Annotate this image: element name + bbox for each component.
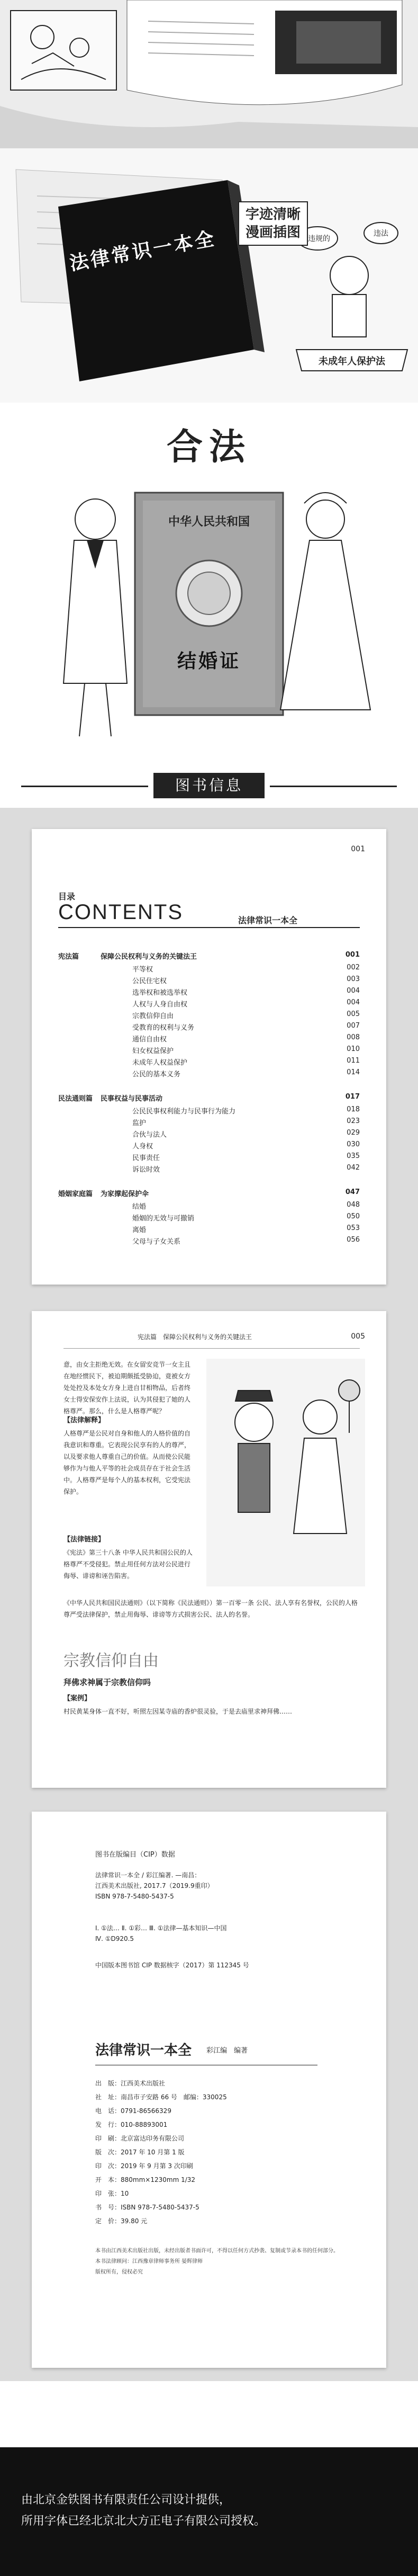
- open-book-illustration: [0, 0, 418, 148]
- toc-item-title: 离婚: [132, 1226, 147, 1234]
- toc-item-page: 008: [347, 1033, 360, 1041]
- toc-item-row: [132, 1129, 360, 1139]
- toc-chapter-name: 为家撑起保护伞: [101, 1190, 149, 1198]
- toc-page-number: 001: [351, 845, 365, 853]
- toc-item-title: 通信自由权: [132, 1036, 167, 1044]
- toc-item-page: 010: [347, 1045, 360, 1053]
- toc-item-row: [132, 987, 360, 997]
- toc-item-row: [132, 975, 360, 985]
- content-page-header: 宪法篇 保障公民权利与义务的关键法王: [138, 1333, 252, 1341]
- speech-bubble-2: 违法: [374, 229, 388, 238]
- toc-item-title: 妇女权益保护: [132, 1047, 174, 1055]
- cip-line-2: 江西美术出版社, 2017.7（2019.9重印）: [95, 1882, 214, 1889]
- cip-book-title: 法律常识一本全: [95, 2043, 192, 2058]
- feature-tag: [238, 201, 308, 246]
- law-interpretation-body: 人格尊严是公民对自身和他人的人格价值的自我意识和尊重。它表现公民享有的人的尊严，以及要求他人尊重自己的价值。从而使公民能够作为与他人平等的社会成员存在于社会生活中。人格尊严是每个人的基本权利，它受宪法保护。: [63, 1430, 191, 1495]
- toc-item-title: 公民的基本义务: [132, 1071, 181, 1078]
- cip-note-1: 本书由江西美术出版社出版，未经出版者书面许可，不得以任何方式抄袭、复制或节录本书的任何部分。: [95, 2248, 339, 2254]
- cip-note-2: 本书法律顾问：江西豫章律师事务所 晏辉律师: [95, 2259, 203, 2265]
- toc-item-page: 011: [347, 1057, 360, 1065]
- toc-rule: [58, 927, 360, 928]
- toc-chapter-title: [58, 951, 197, 961]
- cip-detail-line: 开 本：880mm×1230mm 1/32: [95, 2176, 196, 2183]
- toc-item-page: 050: [347, 1213, 360, 1220]
- banner-open-book: [0, 0, 418, 148]
- case-title: 拜佛求神属于宗教信仰吗: [63, 1678, 151, 1687]
- toc-item-row: [132, 1045, 360, 1055]
- cip-detail-line: 印 张：10: [95, 2190, 129, 2197]
- content-page-number: 005: [351, 1332, 365, 1341]
- cip-line-1: 法律常识一本全 / 彩江编著. —南昌：: [95, 1871, 201, 1879]
- banner-book-cover: [0, 148, 418, 403]
- content-header-rule: [63, 1348, 360, 1349]
- toc-item-title: 未成年人权益保护: [132, 1059, 188, 1067]
- toc-item-page: 003: [347, 975, 360, 983]
- toc-item-title: 选举权和被选举权: [132, 989, 188, 997]
- toc-item-title: 结婚: [132, 1203, 147, 1211]
- cip-details: [95, 2076, 227, 2228]
- case-body: 村民黄某身体一直不好，听照左因某寺庙的香炉很灵验，于是去庙里求神拜佛……: [63, 1708, 293, 1715]
- toc-item-row: [132, 1010, 360, 1020]
- toc-item-row: [132, 964, 360, 974]
- cip-detail-line: 发 行：010-88893001: [95, 2121, 168, 2128]
- cip-notes: [95, 2246, 339, 2278]
- cip-note-3: 版权所有，侵权必究: [95, 2269, 143, 2275]
- toc-item-row: [132, 1022, 360, 1032]
- content-page-card: [32, 1311, 386, 1788]
- toc-item-page: 018: [347, 1106, 360, 1113]
- toc-item-page: 004: [347, 987, 360, 995]
- copyright-footer: [0, 2447, 418, 2576]
- toc-chapter-title: [58, 1093, 162, 1103]
- comic-illustration: [206, 1359, 365, 1586]
- toc-chapter-part: 婚姻家庭篇: [58, 1190, 93, 1198]
- cip-isbn: ISBN 978-7-5480-5437-5: [95, 1893, 174, 1900]
- toc-item-row: [132, 1224, 360, 1234]
- law-link-title: 【法律链接】: [63, 1536, 105, 1544]
- toc-heading-en: CONTENTS: [58, 901, 183, 924]
- toc-item-page: 023: [347, 1117, 360, 1125]
- toc-item-title: 合伙与法人: [132, 1131, 167, 1139]
- law-interpretation-title: 【法律解释】: [63, 1416, 105, 1424]
- footer-line-1: 由北京金铁图书有限责任公司设计提供，: [21, 2493, 231, 2507]
- toc-chapter-part: 民法通则篇: [58, 1095, 93, 1103]
- cip-detail-line: 社 址：南昌市子安路 66 号 邮编：330025: [95, 2093, 227, 2101]
- toc-item-title: 民事责任: [132, 1154, 160, 1162]
- toc-chapter-row: [58, 1093, 360, 1103]
- cip-line-4: Ⅳ. ①D920.5: [95, 1935, 134, 1942]
- toc-chapter-row: [58, 1188, 360, 1198]
- toc-item-title: 监护: [132, 1119, 147, 1127]
- cip-detail-line: 电 话：0791-86566329: [95, 2107, 171, 2115]
- header-rule-left: [21, 786, 148, 787]
- content-intro: 意，由女主拒绝无效。在女留安竞节一女主且在地经惯民下，被迫期颇抵受胁迫，竟被女方处处控及本处女方身上进自甘相物品，后者终女士得安保安作上法说，认为其侵犯了她的人格尊严。那么，什么是人格尊严呢？: [63, 1361, 191, 1415]
- certificate-name: 结婚证: [177, 650, 241, 672]
- toc-item-page: 029: [347, 1129, 360, 1137]
- toc-item-row: [132, 1152, 360, 1162]
- toc-item-title: 公民民事权利能力与民事行为能力: [132, 1108, 236, 1116]
- toc-item-row: [132, 1140, 360, 1151]
- toc-item-row: [132, 1236, 360, 1246]
- toc-item-title: 宗教信仰自由: [132, 1012, 174, 1020]
- toc-item-row: [132, 1106, 360, 1116]
- toc-item-page: 035: [347, 1152, 360, 1160]
- toc-item-title: 公民住宅权: [132, 977, 167, 985]
- feature-tag-line2: 漫画插图: [246, 225, 301, 240]
- toc-item-row: [132, 1213, 360, 1223]
- cip-block: [95, 1870, 249, 1971]
- toc-item-page: 014: [347, 1068, 360, 1076]
- toc-item-page: 030: [347, 1140, 360, 1148]
- hefa-title: 合法: [166, 426, 251, 468]
- toc-item-title: 平等权: [132, 966, 153, 974]
- toc-item-row: [132, 1164, 360, 1174]
- toc-item-row: [132, 1201, 360, 1211]
- toc-item-title: 婚姻的无效与可撤销: [132, 1215, 195, 1223]
- toc-item-page: 053: [347, 1224, 360, 1232]
- toc-chapter-row: [58, 951, 360, 961]
- toc-item-page: 056: [347, 1236, 360, 1244]
- toc-book-name: 法律常识一本全: [238, 915, 298, 925]
- cip-author: 彩江编 编著: [206, 2047, 248, 2055]
- header-rule-right: [270, 786, 397, 787]
- toc-item-page: 002: [347, 964, 360, 971]
- toc-item-title: 人身权: [132, 1143, 153, 1151]
- wedding-illustration: [0, 461, 418, 757]
- cip-detail-line: 版 次：2017 年 10 月第 1 版: [95, 2149, 185, 2156]
- cip-detail-line: 出 版：江西美术出版社: [95, 2080, 166, 2087]
- toc-item-row: [132, 1033, 360, 1044]
- certificate-country: 中华人民共和国: [168, 515, 250, 529]
- cip-detail-line: 书 号：ISBN 978-7-5480-5437-5: [95, 2204, 199, 2211]
- speech-bubble-1: 违规的: [308, 235, 330, 243]
- book-info-label: 图书信息: [153, 773, 265, 798]
- toc-page-card: [32, 829, 386, 1285]
- toc-item-row: [132, 1117, 360, 1127]
- case-label: 【案例】: [63, 1695, 92, 1703]
- cip-detail-line: 印 次：2019 年 9 月第 3 次印刷: [95, 2162, 193, 2170]
- toc-item-page: 042: [347, 1164, 360, 1172]
- toc-chapter-title: [58, 1188, 149, 1198]
- toc-item-title: 父母与子女关系: [132, 1238, 181, 1246]
- feature-tag-line1: 字迹清晰: [246, 207, 301, 222]
- toc-item-page: 004: [347, 999, 360, 1006]
- footer-line-2: 所用字体已经北京北大方正电子有限公司授权。: [21, 2515, 266, 2528]
- toc-item-title: 受教育的权利与义务: [132, 1024, 195, 1032]
- book-info-header: [0, 765, 418, 808]
- section-title: 宗教信仰自由: [63, 1652, 159, 1670]
- toc-item-page: 005: [347, 1010, 360, 1018]
- toc-chapter-page: 001: [345, 951, 360, 959]
- toc-item-row: [132, 1057, 360, 1067]
- cip-number: 中国版本图书馆 CIP 数据核字（2017）第 112345 号: [95, 1962, 249, 1969]
- toc-chapter-page: 047: [345, 1188, 360, 1196]
- cip-page-card: [32, 1812, 386, 2368]
- toc-item-row: [132, 1068, 360, 1078]
- law-link-body-1: 《宪法》第三十八条 中华人民共和国公民的人格尊严不受侵犯。禁止用任何方法对公民进行侮辱、诽谤和诬告陷害。: [63, 1549, 193, 1580]
- toc-chapter-part: 宪法篇: [58, 953, 79, 961]
- hefa-section: [0, 403, 418, 752]
- law-sign-text: 未成年人保护法: [319, 356, 385, 367]
- toc-heading-cn: 目录: [58, 892, 76, 902]
- cip-detail-line: 印 刷：北京富达印务有限公司: [95, 2135, 185, 2142]
- law-link-body-2: 《中华人民共和国民法通则》（以下简称《民法通则》）第一百零一条 公民、法人享有名誉权，公民的人格尊严受法律保护，禁止用侮辱、诽谤等方式损害公民、法人的名誉。: [63, 1599, 358, 1618]
- toc-item-page: 007: [347, 1022, 360, 1030]
- toc-item-title: 诉讼时效: [132, 1166, 160, 1174]
- toc-chapter-name: 保障公民权利与义务的关键法王: [101, 953, 197, 961]
- toc-chapter-page: 017: [345, 1093, 360, 1101]
- toc-item-title: 人权与人身自由权: [132, 1001, 188, 1009]
- book-cover-title: 法律常识一本全: [68, 228, 218, 275]
- cip-line-3: Ⅰ. ①法… Ⅱ. ①彩… Ⅲ. ①法律—基本知识—中国: [95, 1924, 227, 1932]
- cip-detail-line: 定 价：39.80 元: [95, 2217, 148, 2225]
- toc-item-row: [132, 999, 360, 1009]
- cip-title: 图书在版编目（CIP）数据: [95, 1851, 175, 1859]
- toc-chapter-name: 民事权益与民事活动: [101, 1095, 163, 1103]
- toc-item-page: 048: [347, 1201, 360, 1209]
